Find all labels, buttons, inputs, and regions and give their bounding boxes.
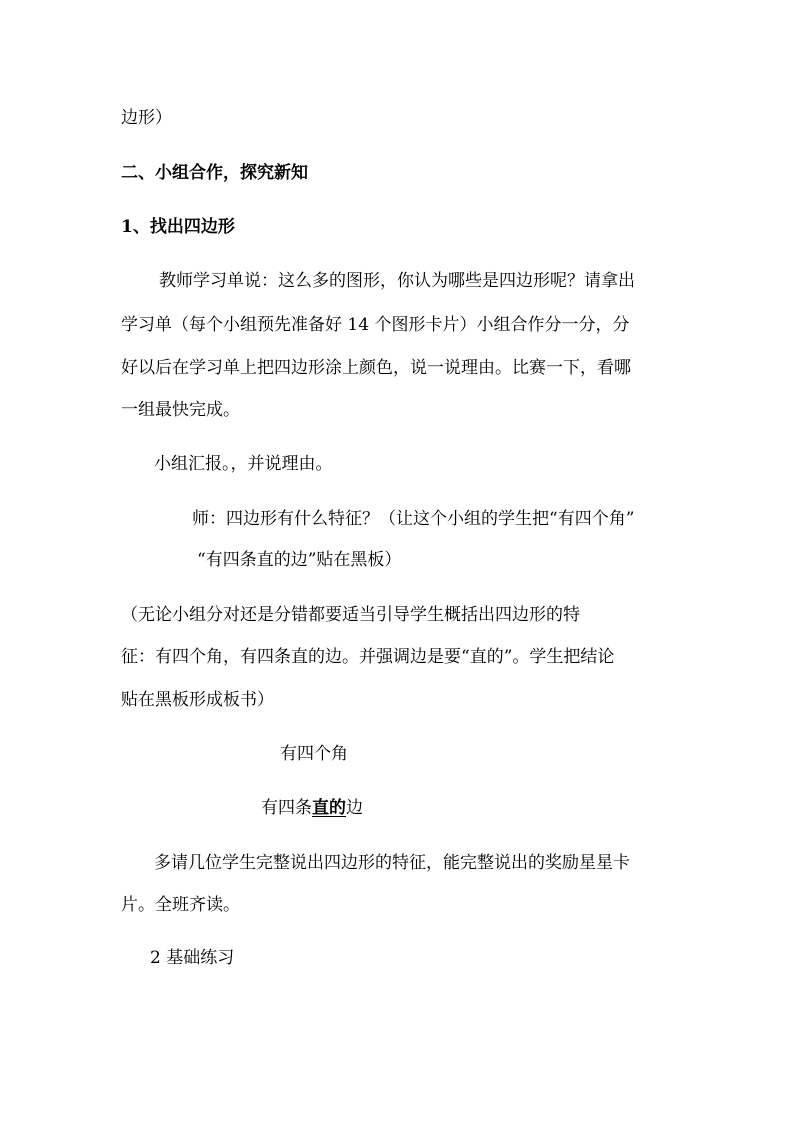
board-line-four-angles: 有四个角 bbox=[280, 744, 348, 764]
paragraph-line: 学习单（每个小组预先准备好 14 个图形卡片）小组合作分一分，分 bbox=[121, 315, 630, 335]
paragraph-line: “有四条直的边”贴在黑板） bbox=[197, 550, 402, 570]
paragraph-line: 征：有四个角，有四条直的边。并强调边是要“直的”。学生把结论 bbox=[121, 647, 615, 667]
board-text: 边 bbox=[346, 798, 363, 818]
paragraph-line: 片。全班齐读。 bbox=[121, 895, 240, 915]
paragraph-line: 好以后在学习单上把四边形涂上颜色，说一说理由。比赛一下，看哪 bbox=[121, 358, 631, 378]
subheading-find-quadrilateral: 1、找出四边形 bbox=[121, 217, 235, 237]
paragraph-line: 多请几位学生完整说出四边形的特征，能完整说出的奖励星星卡 bbox=[154, 853, 630, 873]
subheading-basic-practice: 2 基础练习 bbox=[150, 948, 235, 968]
board-text: 有四条 bbox=[261, 798, 312, 818]
text-continuation: 边形） bbox=[121, 108, 172, 128]
paragraph-line: 一组最快完成。 bbox=[121, 400, 240, 420]
paragraph-line: 教师学习单说：这么多的图形，你认为哪些是四边形呢？请拿出 bbox=[159, 271, 635, 291]
board-emphasis-straight: 直的 bbox=[312, 798, 346, 818]
paragraph-line: 贴在黑板形成板书） bbox=[121, 690, 274, 710]
paragraph-line: （无论小组分对还是分错都要适当引导学生概括出四边形的特 bbox=[121, 605, 580, 625]
board-line-four-straight-sides bbox=[261, 797, 363, 819]
section-heading: 二、小组合作，探究新知 bbox=[121, 163, 308, 183]
paragraph-group-report: 小组汇报。，并说理由。 bbox=[154, 454, 333, 474]
paragraph-line: 师：四边形有什么特征？（让这个小组的学生把“有四个角” bbox=[192, 509, 635, 529]
